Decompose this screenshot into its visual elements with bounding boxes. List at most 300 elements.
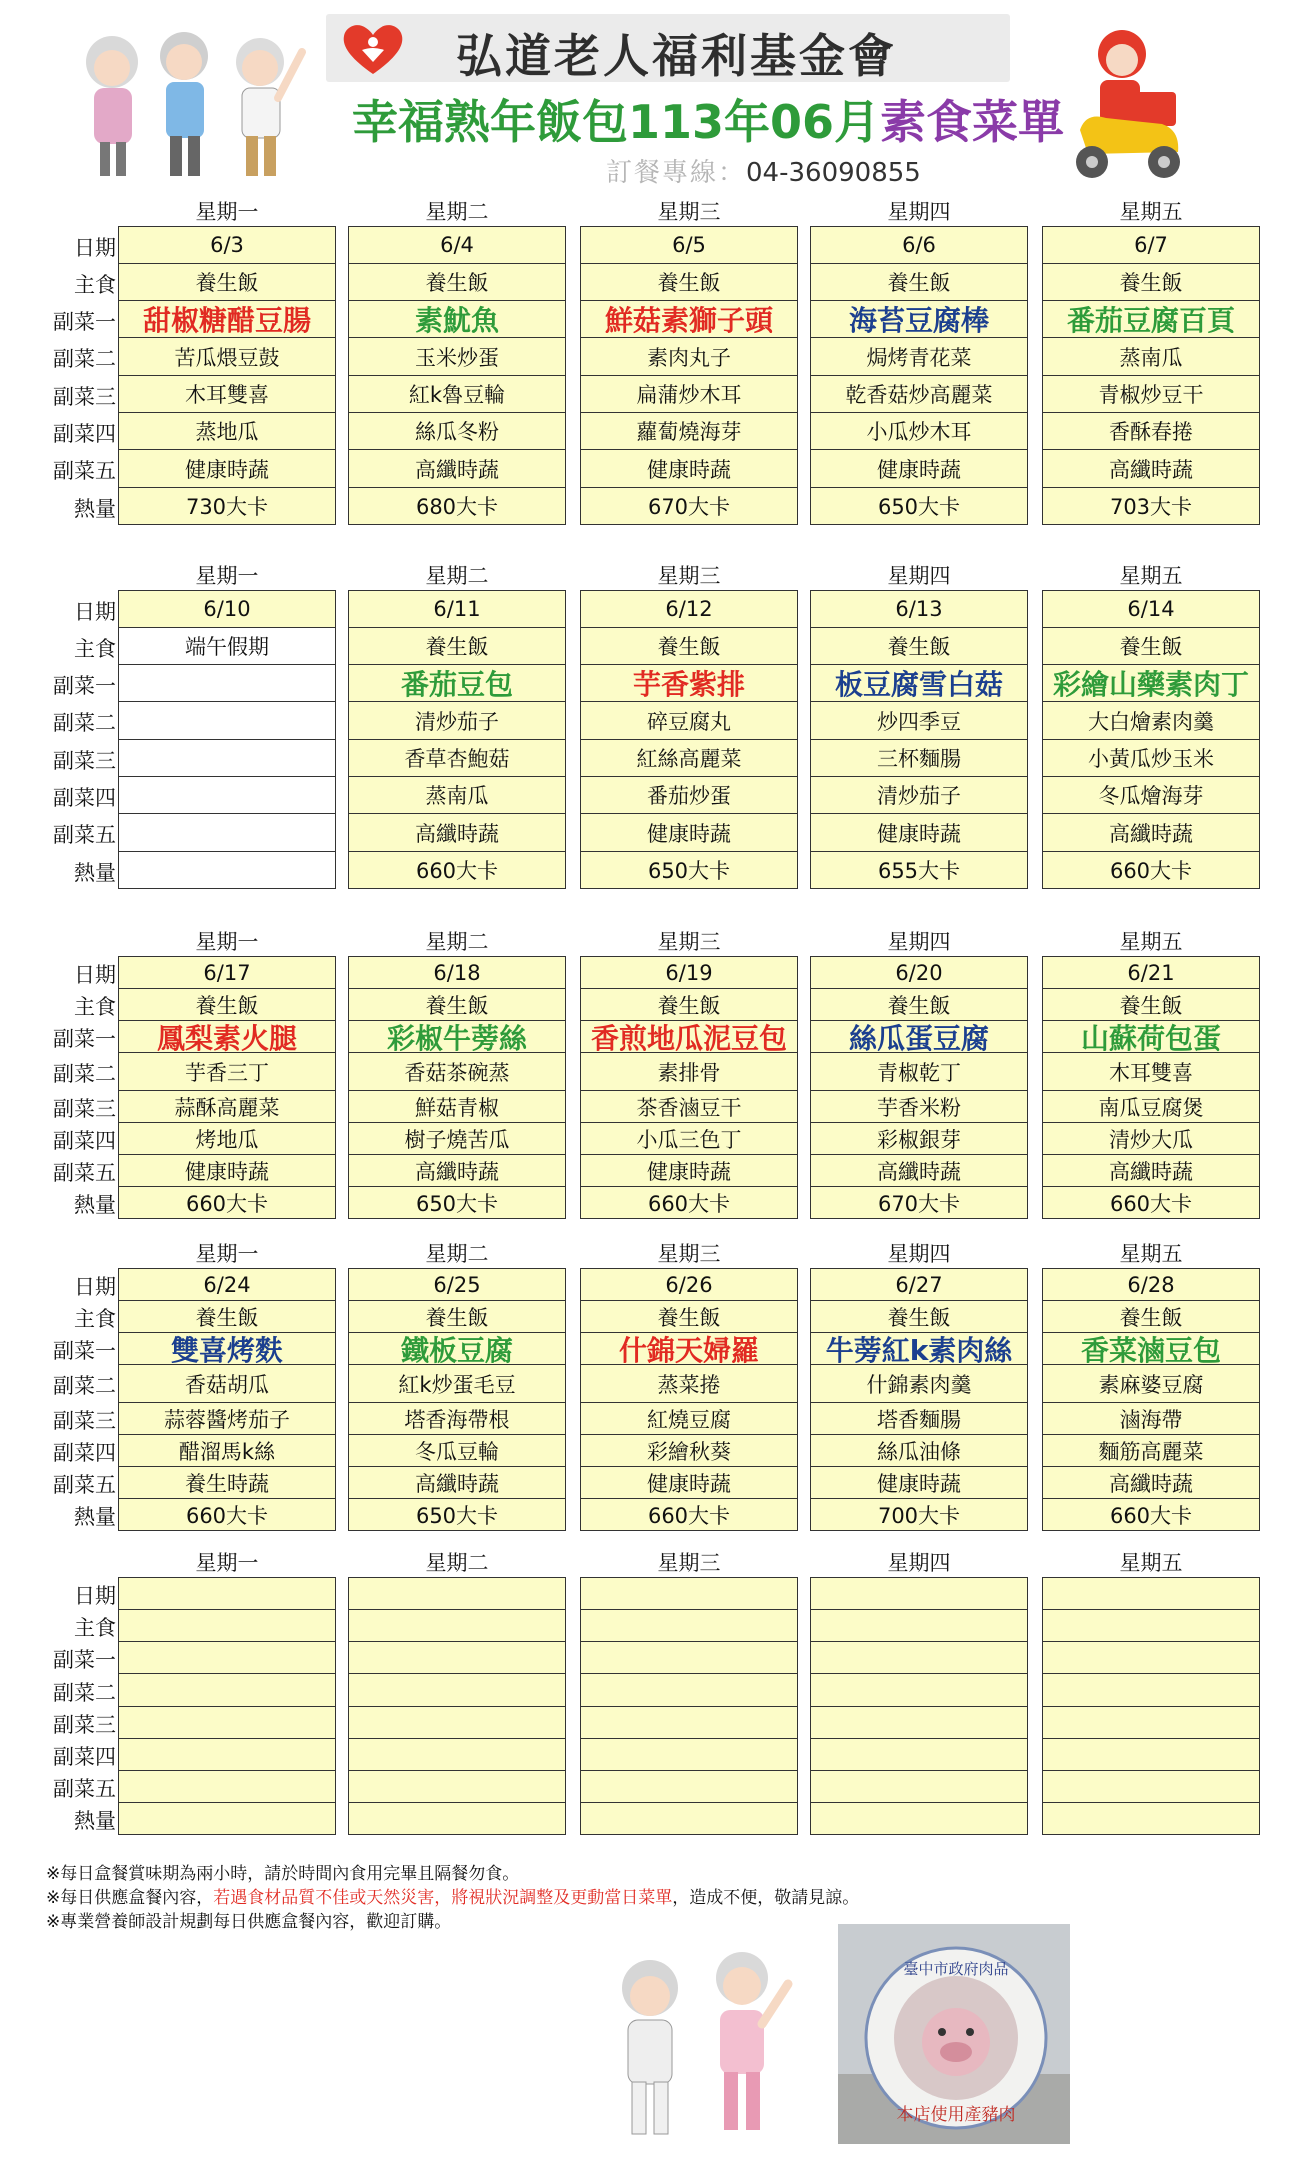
cell-side-dish-4	[810, 776, 1028, 814]
row-label: 主食	[74, 1307, 116, 1331]
cell-staple	[810, 627, 1028, 665]
cell-date-text: 6/24	[203, 1272, 251, 1297]
cell-date	[348, 590, 566, 628]
cell-date-text: 6/7	[1134, 233, 1168, 257]
cell-side-dish-3-text: 小黃瓜炒玉米	[1088, 747, 1214, 771]
cell-date-text: 6/17	[203, 960, 251, 985]
cell-side-dish-4	[348, 1434, 566, 1467]
cell-side-dish-3	[118, 375, 336, 413]
row-label: 副菜三	[53, 1713, 116, 1737]
cell-side-dish-4	[1042, 1738, 1260, 1771]
cell-date	[118, 1268, 336, 1301]
cell-side-dish-5	[580, 1154, 798, 1187]
day-header: 星期四	[887, 930, 951, 954]
cell-side-dish-2-text: 香菇胡瓜	[185, 1372, 269, 1397]
row-label: 副菜四	[53, 1129, 116, 1153]
cell-side-dish-5-text: 健康時蔬	[185, 1159, 269, 1184]
cell-calories	[1042, 1186, 1260, 1219]
cell-side-dish-1	[580, 1332, 798, 1365]
cell-side-dish-4	[580, 776, 798, 814]
cell-side-dish-2	[1042, 337, 1260, 376]
cell-side-dish-4	[348, 412, 566, 450]
cell-side-dish-3-text: 三杯麵腸	[877, 747, 961, 771]
organization-name: 弘道老人福利基金會	[456, 29, 897, 83]
cell-side-dish-5	[1042, 1154, 1260, 1187]
cell-calories	[580, 1498, 798, 1531]
cell-side-dish-4-text: 小瓜炒木耳	[866, 420, 972, 444]
cell-date	[118, 956, 336, 989]
cell-staple-text: 養生飯	[657, 1305, 721, 1330]
cell-side-dish-2-text: 素麻婆豆腐	[1098, 1372, 1204, 1397]
cell-side-dish-2-text: 蒸南瓜	[1119, 345, 1183, 370]
row-label: 主食	[74, 995, 116, 1019]
hotline-number: 04-36090855	[746, 158, 921, 188]
cell-side-dish-3	[348, 375, 566, 413]
cell-staple	[810, 263, 1028, 301]
cell-side-dish-4-text: 清炒大瓜	[1109, 1127, 1193, 1152]
row-label: 副菜三	[53, 384, 116, 409]
cell-side-dish-4	[118, 1122, 336, 1155]
cell-calories-text: 700大卡	[877, 1503, 961, 1528]
cell-side-dish-5-text: 健康時蔬	[877, 457, 961, 482]
cell-side-dish-5-text: 健康時蔬	[185, 457, 269, 482]
row-label: 副菜四	[53, 1441, 116, 1465]
cell-date-text: 6/10	[203, 597, 251, 621]
badge-text-bottom: 本店使用產豬肉	[896, 2105, 1016, 2125]
cell-side-dish-1-text: 雙喜烤麩	[170, 1333, 283, 1365]
day-header: 星期四	[887, 564, 951, 588]
cell-side-dish-1	[1042, 664, 1260, 702]
cell-date	[580, 226, 798, 264]
title-product: 幸福熟年飯包	[352, 95, 628, 149]
cell-side-dish-4	[118, 412, 336, 450]
day-header: 星期四	[887, 200, 951, 224]
cell-date	[580, 1577, 798, 1610]
row-label: 副菜三	[53, 1097, 116, 1121]
cell-side-dish-5-text: 高纖時蔬	[415, 1159, 499, 1184]
heart-logo-icon	[340, 20, 406, 76]
cell-calories-text: 660大卡	[1109, 1503, 1193, 1528]
cell-side-dish-1	[118, 1641, 336, 1674]
cell-side-dish-2	[580, 701, 798, 740]
cell-side-dish-2-text: 蒸菜捲	[657, 1372, 721, 1397]
cell-side-dish-5	[118, 813, 336, 852]
day-header: 星期一	[195, 930, 259, 954]
cell-date	[580, 1268, 798, 1301]
cell-staple-text: 端午假期	[185, 635, 269, 659]
cell-date-text: 6/11	[433, 597, 481, 621]
cell-calories	[348, 1802, 566, 1835]
cell-staple	[1042, 263, 1260, 301]
cell-staple-text: 養生飯	[887, 271, 951, 295]
cell-side-dish-4	[810, 412, 1028, 450]
cell-staple	[1042, 627, 1260, 665]
day-header: 星期一	[195, 564, 259, 588]
menu-notes	[46, 1862, 859, 1934]
cell-side-dish-5	[580, 449, 798, 488]
cell-side-dish-2-text: 玉米炒蛋	[415, 345, 499, 370]
cell-date	[348, 1268, 566, 1301]
cell-side-dish-3-text: 南瓜豆腐煲	[1098, 1095, 1204, 1120]
cell-side-dish-5	[580, 1466, 798, 1499]
cell-side-dish-4-text: 香酥春捲	[1109, 420, 1193, 444]
cell-staple-text: 養生飯	[195, 271, 259, 295]
cell-staple	[118, 1300, 336, 1333]
cell-date-text: 6/6	[902, 233, 936, 257]
cell-date	[810, 590, 1028, 628]
cell-calories	[810, 1802, 1028, 1835]
cell-calories-text: 650大卡	[415, 1503, 499, 1528]
title-month: 113年06月	[628, 95, 881, 149]
cell-calories	[348, 1498, 566, 1531]
row-label: 副菜四	[53, 785, 116, 810]
cell-calories-text: 730大卡	[185, 495, 269, 519]
cell-calories	[810, 851, 1028, 889]
cell-calories-text: 680大卡	[415, 495, 499, 519]
certification-photo	[838, 1924, 1070, 2144]
cell-side-dish-4	[580, 412, 798, 450]
cell-side-dish-1	[810, 1332, 1028, 1365]
cell-side-dish-4	[118, 1434, 336, 1467]
cell-side-dish-2-text: 香菇茶碗蒸	[404, 1060, 510, 1085]
cell-side-dish-5	[580, 813, 798, 852]
cell-calories	[580, 1186, 798, 1219]
cell-side-dish-1	[580, 664, 798, 702]
cell-calories	[580, 851, 798, 889]
cell-side-dish-5	[810, 1466, 1028, 1499]
day-header: 星期一	[195, 1551, 259, 1575]
day-header: 星期三	[657, 1551, 721, 1575]
cell-side-dish-4-text: 絲瓜油條	[877, 1439, 961, 1464]
cell-side-dish-1	[118, 1332, 336, 1365]
cell-side-dish-5	[1042, 1770, 1260, 1803]
cell-side-dish-3	[580, 1090, 798, 1123]
cell-side-dish-3-text: 紅燒豆腐	[647, 1407, 731, 1432]
cell-date	[348, 226, 566, 264]
cell-side-dish-3-text: 木耳雙喜	[185, 383, 269, 407]
cell-staple-text: 養生飯	[657, 271, 721, 295]
cell-calories-text: 660大卡	[1109, 1191, 1193, 1216]
cell-side-dish-4-text: 烤地瓜	[195, 1127, 259, 1152]
row-label: 副菜一	[53, 1648, 116, 1672]
note-shelf-life: ※每日盒餐賞味期為兩小時，請於時間內食用完畢且隔餐勿食。	[46, 1864, 520, 1884]
cell-calories	[810, 1498, 1028, 1531]
row-label: 副菜五	[53, 1777, 116, 1801]
cell-calories	[810, 487, 1028, 525]
cell-side-dish-2	[348, 1364, 566, 1403]
cell-date	[1042, 956, 1260, 989]
cell-side-dish-4-text: 番茄炒蛋	[647, 784, 731, 808]
cell-calories-text: 660大卡	[185, 1503, 269, 1528]
cell-side-dish-2-text: 焗烤青花菜	[866, 345, 972, 370]
row-label: 主食	[74, 272, 116, 297]
cell-side-dish-2	[1042, 1052, 1260, 1091]
cell-side-dish-3-text: 紅k魯豆輪	[408, 383, 506, 407]
cell-side-dish-2	[118, 337, 336, 376]
badge-text-top: 臺中市政府肉品	[903, 1960, 1009, 1978]
cell-calories-text: 670大卡	[647, 495, 731, 519]
cell-side-dish-2	[1042, 1364, 1260, 1403]
cell-side-dish-5	[1042, 813, 1260, 852]
row-label: 日期	[74, 599, 116, 624]
cell-side-dish-4	[1042, 1122, 1260, 1155]
cell-staple	[1042, 988, 1260, 1021]
cell-side-dish-3	[348, 739, 566, 777]
cell-staple-text: 養生飯	[1119, 271, 1183, 295]
cell-staple-text: 養生飯	[425, 1305, 489, 1330]
cell-side-dish-5	[1042, 1466, 1260, 1499]
cell-side-dish-5	[1042, 449, 1260, 488]
row-label: 副菜四	[53, 1745, 116, 1769]
cell-date	[348, 1577, 566, 1610]
cell-side-dish-3	[1042, 375, 1260, 413]
organization-banner	[326, 14, 1010, 82]
cell-calories	[1042, 487, 1260, 525]
cell-side-dish-4-text: 彩繪秋葵	[647, 1439, 731, 1464]
cell-side-dish-2-text: 苦瓜煨豆鼓	[174, 345, 280, 370]
cell-date	[810, 956, 1028, 989]
row-label: 主食	[74, 1616, 116, 1640]
cell-side-dish-1-text: 絲瓜蛋豆腐	[848, 1021, 989, 1053]
cell-calories-text: 650大卡	[647, 859, 731, 883]
day-header: 星期三	[657, 200, 721, 224]
cell-calories-text: 660大卡	[647, 1503, 731, 1528]
cell-side-dish-2-text: 木耳雙喜	[1109, 1060, 1193, 1085]
cell-side-dish-5	[810, 1770, 1028, 1803]
cell-side-dish-1-text: 什錦天婦羅	[618, 1333, 759, 1365]
cell-staple	[348, 627, 566, 665]
cell-side-dish-3	[118, 1090, 336, 1123]
cell-calories-text: 655大卡	[877, 859, 961, 883]
row-label: 副菜一	[53, 1027, 116, 1051]
cell-date	[118, 1577, 336, 1610]
cell-staple-text: 養生飯	[657, 635, 721, 659]
cell-side-dish-1	[1042, 1020, 1260, 1053]
cell-side-dish-3	[580, 739, 798, 777]
cell-side-dish-4-text: 樹子燒苦瓜	[404, 1127, 510, 1152]
cell-side-dish-1-text: 板豆腐雪白菇	[834, 668, 1003, 701]
cell-staple-text: 養生飯	[1119, 993, 1183, 1018]
row-label: 副菜一	[53, 673, 116, 698]
cell-date	[810, 1268, 1028, 1301]
cell-staple	[580, 1609, 798, 1642]
cell-side-dish-1-text: 鳳梨素火腿	[156, 1021, 297, 1053]
cell-side-dish-1-text: 香菜滷豆包	[1080, 1333, 1221, 1365]
cell-staple-text: 養生飯	[887, 1305, 951, 1330]
cell-side-dish-3	[580, 1706, 798, 1739]
cell-side-dish-5-text: 健康時蔬	[647, 1159, 731, 1184]
cell-staple	[810, 988, 1028, 1021]
cell-side-dish-5-text: 健康時蔬	[877, 821, 961, 846]
cell-side-dish-1-text: 番茄豆腐百頁	[1066, 304, 1235, 337]
cell-calories	[348, 1186, 566, 1219]
cell-calories	[1042, 1498, 1260, 1531]
cell-date	[810, 226, 1028, 264]
cell-calories-text: 660大卡	[647, 1191, 731, 1216]
cell-side-dish-1	[580, 300, 798, 338]
cell-side-dish-1	[118, 664, 336, 702]
cell-date-text: 6/4	[440, 233, 474, 257]
day-header: 星期二	[425, 930, 489, 954]
cell-side-dish-5	[118, 1770, 336, 1803]
cell-side-dish-5	[810, 1154, 1028, 1187]
day-header: 星期五	[1119, 1551, 1183, 1575]
cell-side-dish-1	[1042, 300, 1260, 338]
cell-date-text: 6/21	[1127, 960, 1175, 985]
cell-side-dish-3-text: 塔香海帶根	[404, 1407, 510, 1432]
cell-side-dish-2	[1042, 1673, 1260, 1707]
row-label: 副菜二	[53, 1680, 116, 1705]
cell-side-dish-1	[118, 1020, 336, 1053]
cell-date	[580, 590, 798, 628]
cell-calories	[348, 487, 566, 525]
day-header: 星期五	[1119, 564, 1183, 588]
cell-side-dish-4	[348, 1122, 566, 1155]
cell-side-dish-5	[348, 1466, 566, 1499]
day-header: 星期五	[1119, 1242, 1183, 1266]
day-header: 星期三	[657, 930, 721, 954]
row-label: 日期	[74, 963, 116, 987]
cell-side-dish-4-text: 冬瓜燴海芽	[1098, 784, 1204, 808]
cell-side-dish-3	[1042, 1402, 1260, 1435]
cell-date-text: 6/5	[672, 233, 706, 257]
cell-side-dish-1	[348, 1020, 566, 1053]
cell-side-dish-5-text: 高纖時蔬	[415, 821, 499, 846]
cell-side-dish-1-text: 鮮菇素獅子頭	[604, 304, 773, 337]
cell-staple	[348, 263, 566, 301]
cell-date	[1042, 226, 1260, 264]
cell-side-dish-2	[580, 1364, 798, 1403]
day-header: 星期三	[657, 1242, 721, 1266]
cell-side-dish-3-text: 蒜酥高麗菜	[174, 1095, 280, 1120]
note-menu-change-c: ，造成不便，敬請見諒。	[672, 1888, 860, 1908]
cell-side-dish-5-text: 養生時蔬	[185, 1471, 269, 1496]
cell-side-dish-4	[348, 1738, 566, 1771]
cell-staple	[580, 627, 798, 665]
day-header: 星期五	[1119, 200, 1183, 224]
cell-staple	[348, 988, 566, 1021]
cell-side-dish-2-text: 炒四季豆	[877, 709, 961, 734]
cell-calories	[348, 851, 566, 889]
cell-side-dish-5-text: 高纖時蔬	[1109, 1471, 1193, 1496]
row-label: 副菜五	[53, 823, 116, 847]
cell-side-dish-4-text: 清炒茄子	[877, 784, 961, 808]
cell-staple-text: 養生飯	[657, 993, 721, 1018]
cell-side-dish-2	[810, 1052, 1028, 1091]
row-label: 副菜五	[53, 459, 116, 483]
row-label: 熱量	[74, 1193, 116, 1217]
row-label: 副菜二	[53, 1062, 116, 1086]
cell-calories-text: 660大卡	[415, 859, 499, 883]
cell-side-dish-3-text: 芋香米粉	[877, 1095, 961, 1120]
cell-side-dish-2	[810, 1364, 1028, 1403]
cell-side-dish-3	[810, 739, 1028, 777]
cell-staple	[118, 627, 336, 665]
cell-side-dish-5	[348, 449, 566, 488]
pork-certification-badge	[838, 1924, 1070, 2144]
cell-side-dish-1-text: 番茄豆包	[400, 668, 513, 701]
cell-staple	[118, 1609, 336, 1642]
cell-side-dish-2	[810, 337, 1028, 376]
row-label: 副菜二	[53, 347, 116, 371]
cell-side-dish-2	[118, 1364, 336, 1403]
cell-date	[1042, 590, 1260, 628]
elderly-women-illustration	[602, 1944, 798, 2144]
cell-staple	[810, 1609, 1028, 1642]
cell-side-dish-4	[118, 776, 336, 814]
row-label: 熱量	[74, 496, 116, 521]
row-label: 日期	[74, 235, 116, 260]
cell-side-dish-4	[1042, 776, 1260, 814]
cell-side-dish-3	[580, 1402, 798, 1435]
row-label: 副菜二	[53, 711, 116, 735]
cell-side-dish-3	[118, 739, 336, 777]
cell-side-dish-3	[1042, 739, 1260, 777]
cell-side-dish-5-text: 高纖時蔬	[877, 1159, 961, 1184]
cell-side-dish-1-text: 山蘇荷包蛋	[1080, 1021, 1221, 1053]
cell-date-text: 6/26	[665, 1272, 713, 1297]
cell-calories	[118, 1186, 336, 1219]
cell-side-dish-4	[580, 1122, 798, 1155]
cell-side-dish-1	[1042, 1641, 1260, 1674]
day-header: 星期二	[425, 564, 489, 588]
cell-side-dish-3-text: 蒜蓉醬烤茄子	[164, 1407, 290, 1432]
note-nutritionist: ※專業營養師設計規劃每日供應盒餐內容，歡迎訂購。	[46, 1912, 452, 1932]
cell-side-dish-5	[348, 1154, 566, 1187]
cell-calories-text: 650大卡	[415, 1191, 499, 1216]
cell-calories	[580, 487, 798, 525]
cell-side-dish-2-text: 清炒茄子	[415, 709, 499, 734]
cell-side-dish-4-text: 冬瓜豆輪	[415, 1439, 499, 1464]
row-label: 日期	[74, 1275, 116, 1299]
row-label: 熱量	[74, 860, 116, 885]
cell-side-dish-3-text: 塔香麵腸	[877, 1407, 961, 1432]
cell-side-dish-5	[810, 449, 1028, 488]
cell-side-dish-2-text: 什錦素肉羹	[866, 1372, 972, 1397]
cell-side-dish-4-text: 絲瓜冬粉	[415, 420, 499, 444]
cell-side-dish-4-text: 麵筋高麗菜	[1098, 1439, 1204, 1464]
cell-side-dish-3-text: 扁蒲炒木耳	[636, 383, 742, 407]
cell-side-dish-1	[118, 300, 336, 338]
row-label: 熱量	[74, 1505, 116, 1529]
cell-calories	[810, 1186, 1028, 1219]
cell-side-dish-3	[118, 1402, 336, 1435]
row-label: 副菜二	[53, 1374, 116, 1398]
cell-side-dish-5	[118, 449, 336, 488]
cell-side-dish-3-text: 茶香滷豆干	[636, 1095, 742, 1120]
cell-date-text: 6/25	[433, 1272, 481, 1297]
cell-staple-text: 養生飯	[1119, 635, 1183, 659]
cell-side-dish-2	[810, 701, 1028, 740]
cell-side-dish-1	[348, 1641, 566, 1674]
cell-staple	[580, 988, 798, 1021]
cell-staple-text: 養生飯	[425, 993, 489, 1018]
cell-staple	[348, 1300, 566, 1333]
cell-side-dish-2-text: 碎豆腐丸	[647, 709, 731, 734]
cell-date	[1042, 1577, 1260, 1610]
cell-side-dish-1	[810, 1020, 1028, 1053]
menu-header	[0, 0, 1300, 200]
cell-side-dish-2	[348, 1673, 566, 1707]
cell-side-dish-5-text: 高纖時蔬	[1109, 1159, 1193, 1184]
cell-date-text: 6/14	[1127, 597, 1175, 621]
cell-side-dish-1	[810, 664, 1028, 702]
cell-side-dish-2-text: 青椒乾丁	[877, 1060, 961, 1085]
cell-side-dish-4-text: 蘿蔔燒海芽	[636, 420, 742, 444]
cell-staple-text: 養生飯	[425, 271, 489, 295]
cell-side-dish-2-text: 大白燴素肉羹	[1088, 709, 1214, 734]
cell-side-dish-1-text: 海苔豆腐棒	[848, 304, 989, 337]
